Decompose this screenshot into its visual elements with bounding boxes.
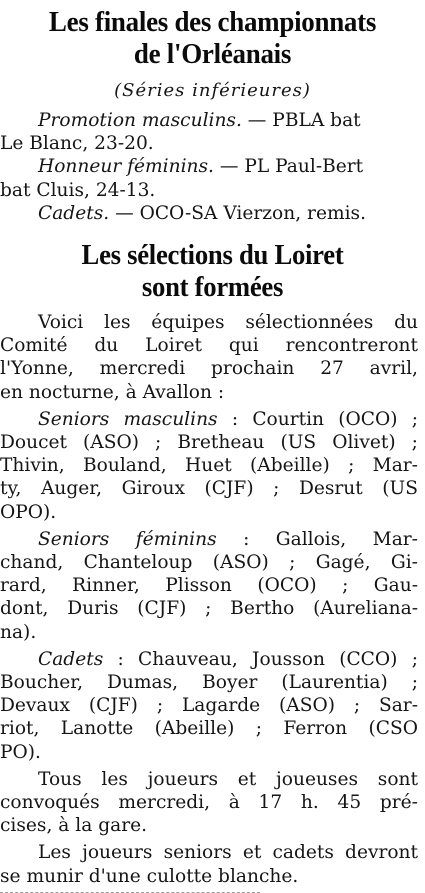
article2-paragraph: [0, 311, 425, 404]
article2-line: ty, Auger, Giroux (CJF) ; Desrut (US: [0, 478, 418, 500]
article2-line: na).: [0, 621, 37, 643]
article1-line: [0, 109, 425, 132]
article1-line: [0, 202, 425, 225]
category-label: Cadets.: [38, 202, 110, 224]
category-label: Promotion masculins.: [38, 110, 242, 131]
article2-paragraph: [0, 841, 425, 887]
result-text: — PL Paul-Bert: [213, 156, 364, 178]
article2-line: convoqués mercredi, à 17 h. 45 pré-: [0, 792, 418, 814]
article2-line: se munir d'une culotte blanche.: [0, 865, 299, 887]
article1-body: [0, 109, 425, 225]
article2-line: dont, Duris (CJF) ; Bertho (Aureliana-: [0, 598, 418, 620]
article2-paragraph: [0, 648, 425, 764]
article2-line: OPO).: [0, 501, 57, 523]
article2-line: Cadets : Chauveau, Jousson (CCO) ;: [38, 648, 418, 670]
article2-line: riot, Lanotte (Abeille) ; Ferron (CSO: [0, 718, 418, 740]
article2-line: Seniors masculins : Courtin (OCO) ;: [38, 408, 418, 430]
article1-line: [0, 132, 425, 155]
article2-line: Devaux (CJF) ; Lagarde (ASO) ; Sar-: [0, 695, 418, 717]
article1-subheading: (Séries inférieures): [114, 80, 311, 101]
article2-paragraph: [0, 768, 425, 838]
article2-paragraph: [0, 408, 425, 524]
article2-line: Les joueurs seniors et cadets devront: [38, 842, 418, 864]
article2-line: Doucet (ASO) ; Bretheau (US Olivet) ;: [0, 432, 418, 454]
article2-line: cises, à la gare.: [0, 815, 147, 837]
result-text: Le Blanc, 23-20.: [0, 133, 154, 155]
article2-line: l'Yonne, mercredi prochain 27 avril,: [0, 358, 418, 380]
article1-line: [0, 179, 425, 202]
article2-line: Seniors féminins : Gallois, Mar-: [38, 528, 418, 550]
article2-line: Comité du Loiret qui rencontreront: [0, 335, 418, 357]
article1-line: [0, 155, 425, 178]
article2-line: en nocturne, à Avallon :: [0, 381, 225, 403]
article2-paragraph: [0, 528, 425, 644]
article2-headline-line1: Les sélections du Loiret: [81, 239, 344, 272]
article2-line: chand, Chanteloup (ASO) ; Gagé, Gi-: [0, 552, 418, 574]
article2-line: rard, Rinner, Plisson (OCO) ; Gau-: [0, 575, 418, 597]
article2-line: Tous les joueurs et joueuses sont: [38, 768, 418, 790]
category-label: Honneur féminins.: [38, 156, 214, 178]
result-text: — PBLA bat: [241, 110, 361, 131]
article2-headline-line2: sont formées: [141, 271, 284, 304]
article2-line: Thivin, Bouland, Huet (Abeille) ; Mar-: [0, 455, 418, 477]
newspaper-clipping: [0, 6, 425, 887]
article1-headline-line2: de l'Orléanais: [133, 38, 292, 70]
article2-line: Voici les équipes sélectionnées du: [38, 312, 418, 334]
article2-body: [0, 311, 425, 888]
article1-headline-line1: Les finales des championnats: [48, 6, 377, 38]
article2-line: PO).: [0, 741, 41, 763]
result-text: bat Cluis, 24-13.: [0, 179, 156, 201]
result-text: — OCO-SA Vierzon, remis.: [109, 202, 366, 224]
article2-line: Boucher, Dumas, Boyer (Laurentia) ;: [0, 672, 418, 694]
